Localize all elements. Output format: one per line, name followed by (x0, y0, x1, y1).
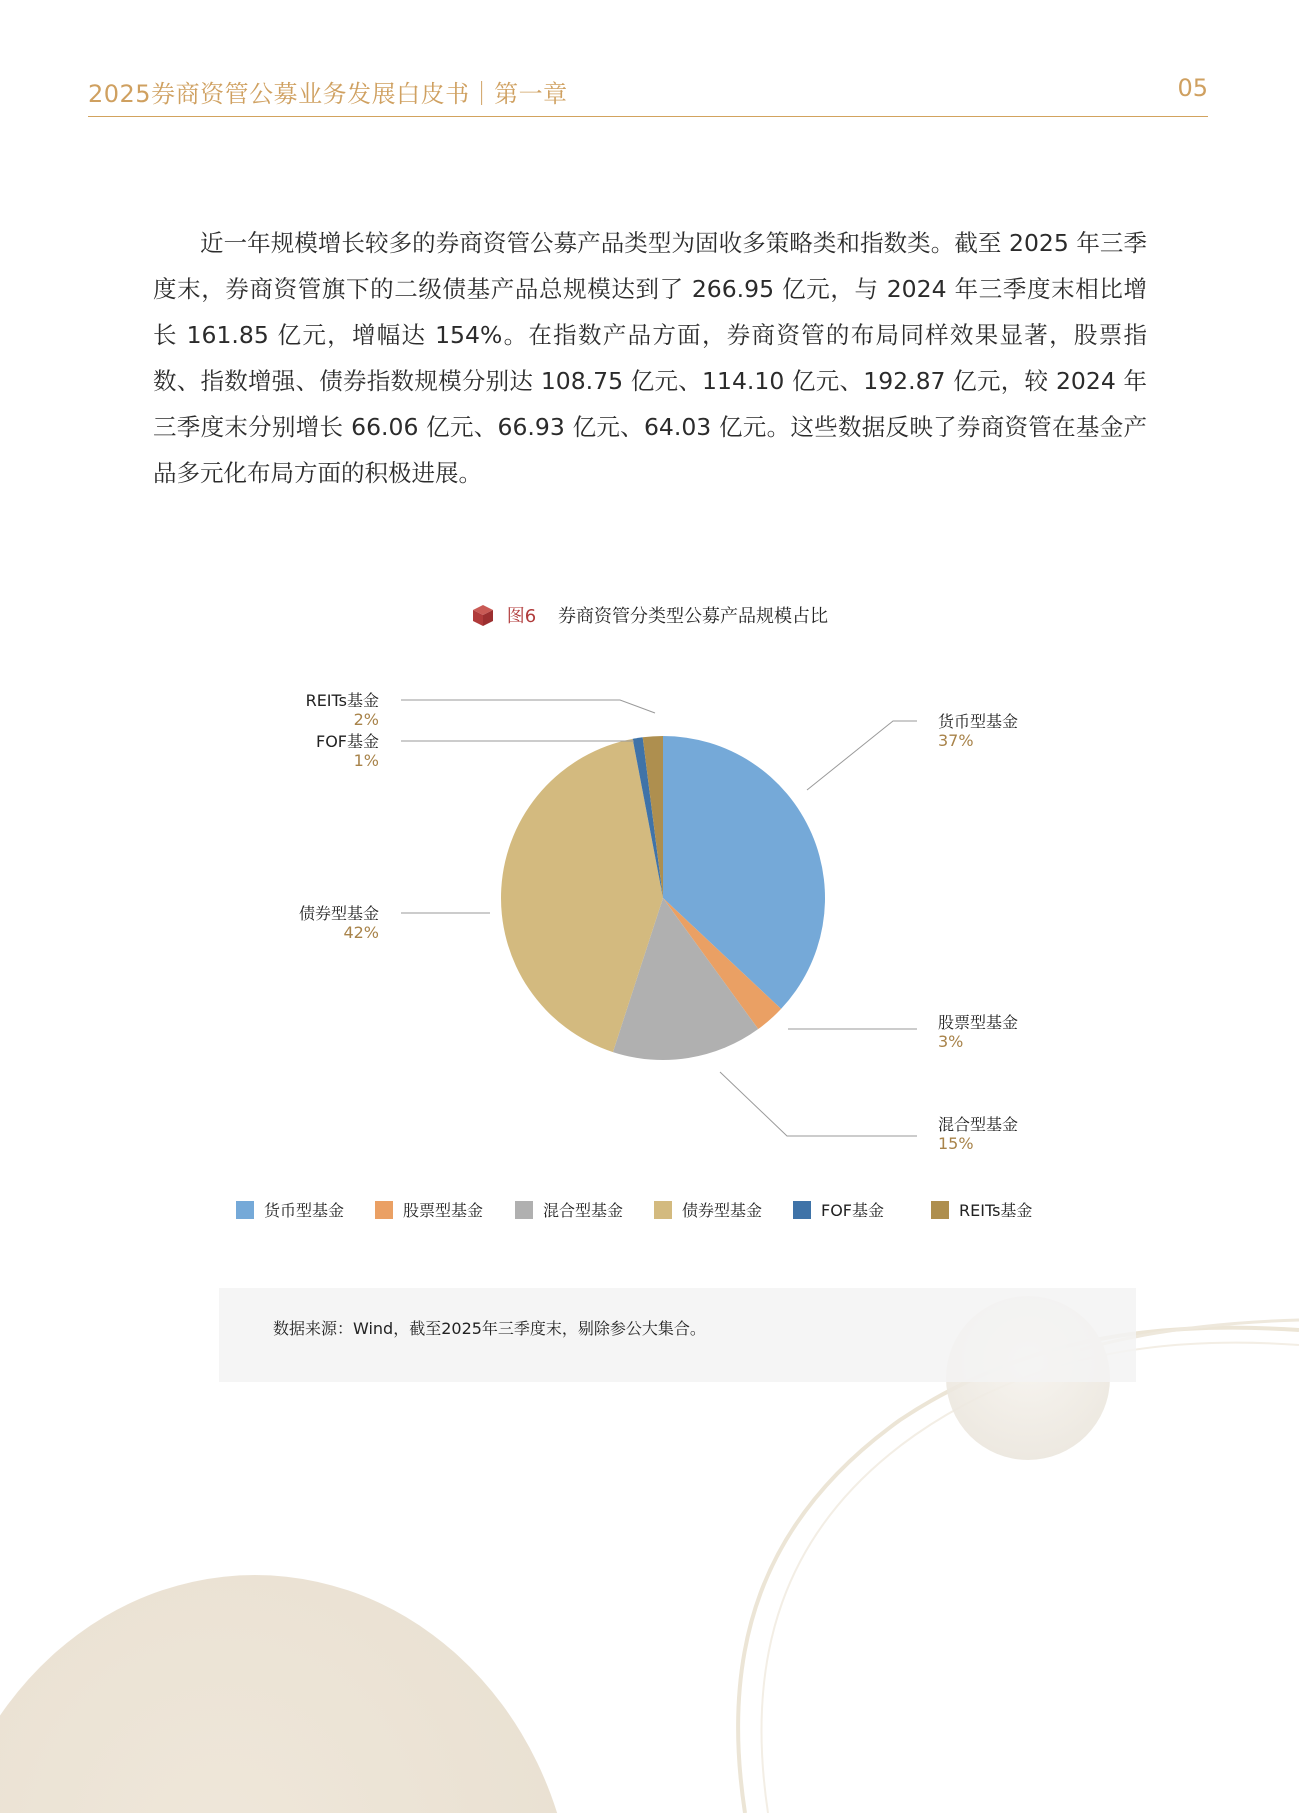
header-title: 2025券商资管公募业务发展白皮书｜第一章 (88, 80, 568, 108)
label-bond: 债券型基金 (298, 904, 379, 923)
large-disc-decoration (0, 1575, 575, 1813)
legend-label: FOF基金 (821, 1201, 885, 1220)
label-money: 货币型基金 (938, 712, 1019, 731)
value-mixed: 15% (938, 1134, 974, 1153)
body-paragraph: 近一年规模增长较多的券商资管公募产品类型为固收多策略类和指数类。截至 2025 年三季度末，券商资管旗下的二级债基产品总规模达到了 266.95 亿元，与 2024 年三季度末相比增长 161.85 亿元，增幅达 154%。在指数产品方面，券商资管的布局同样效果显著，股票指数、指数增强、债券指数规模分别达 108.75 亿元、114.10 亿元、192.87 亿元，较 2024 年三季度末分别增长 66.06 亿元、66.93 亿元、64.03 亿元。这些数据反映了券商资管在基金产品多元化布局方面的积极进展。 (153, 229, 1147, 487)
data-source-box (219, 1288, 1136, 1382)
ring-decoration (738, 1328, 1299, 1813)
legend-label: 货币型基金 (264, 1201, 345, 1220)
value-fof: 1% (353, 751, 379, 770)
legend-label: 债券型基金 (682, 1201, 763, 1220)
pie-slices (501, 736, 825, 1060)
data-source-text: 数据来源：Wind，截至2025年三季度末，剔除参公大集合。 (273, 1319, 706, 1338)
value-stock: 3% (938, 1032, 964, 1051)
label-fof: FOF基金 (315, 732, 379, 751)
legend-swatch (931, 1201, 949, 1219)
figure-title (0, 602, 1299, 628)
pie-chart (0, 660, 1299, 1180)
label-reits: REITs基金 (305, 691, 379, 710)
legend-label: 混合型基金 (543, 1201, 624, 1220)
ring-decoration-inner (761, 1343, 1299, 1813)
legend-swatch (654, 1201, 672, 1219)
legend-item-fof (793, 1198, 884, 1221)
legend-item-mixed (515, 1198, 623, 1221)
page-number: 05 (1177, 74, 1208, 102)
cube-icon (471, 603, 495, 627)
value-bond: 42% (343, 923, 379, 942)
legend-label: REITs基金 (959, 1201, 1033, 1220)
value-money: 37% (938, 731, 974, 750)
legend-label: 股票型基金 (403, 1201, 484, 1220)
legend-swatch (793, 1201, 811, 1219)
legend-item-money (236, 1198, 344, 1221)
legend-item-reits (931, 1198, 1032, 1221)
legend-swatch (375, 1201, 393, 1219)
value-reits: 2% (353, 710, 379, 729)
figure-number: 图6 (506, 606, 537, 627)
legend-swatch (236, 1201, 254, 1219)
legend-swatch (515, 1201, 533, 1219)
page-header (88, 70, 1208, 117)
legend-item-stock (375, 1198, 483, 1221)
label-stock: 股票型基金 (938, 1013, 1019, 1032)
figure-caption: 券商资管分类型公募产品规模占比 (557, 606, 828, 627)
legend-item-bond (654, 1198, 762, 1221)
label-mixed: 混合型基金 (938, 1115, 1019, 1134)
